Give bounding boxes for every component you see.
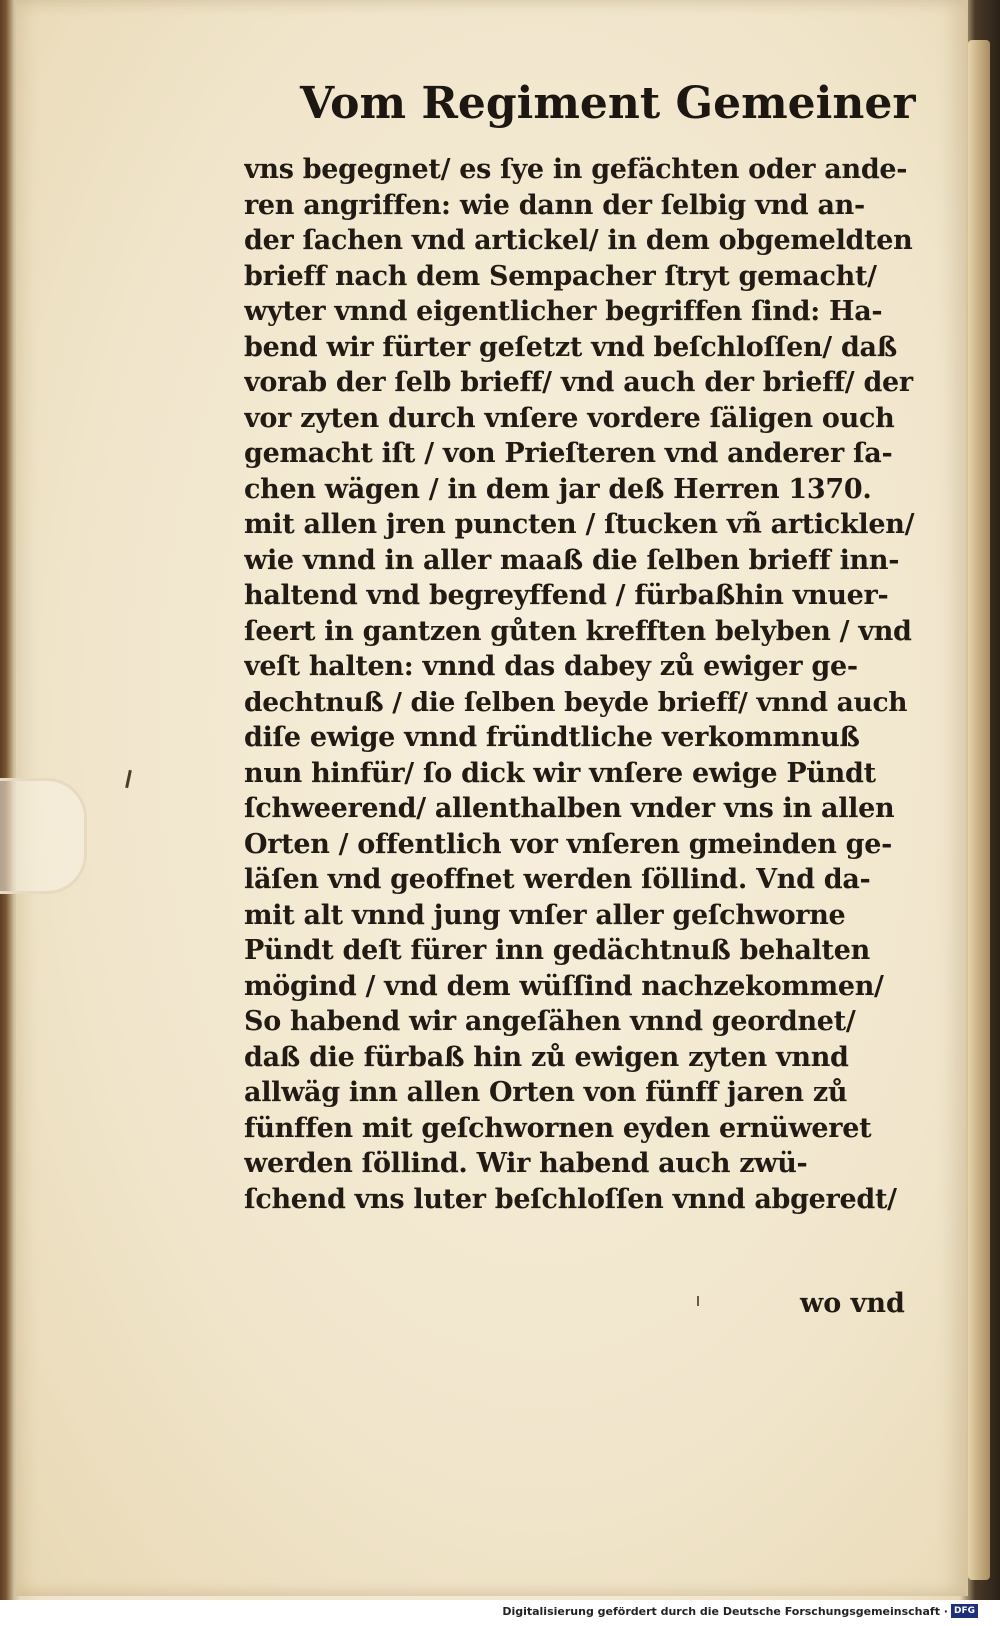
text-line: gemacht iſt / von Prieſteren vnd anderer ſa- (244, 438, 893, 469)
stray-ink-mark (697, 1296, 699, 1306)
text-line: mit allen jren puncten / ſtucken vñ articklen/ (244, 509, 915, 540)
text-line: daß die fürbaß hin zů ewigen zyten vnnd (244, 1041, 849, 1073)
catchword: wo vnd (800, 1288, 905, 1319)
text-line: fünffen mit geſchwornen eyden ernüweret (244, 1112, 872, 1144)
text-line: vorab der ſelb brieff/ vnd auch der brieff/ der (244, 367, 913, 398)
text-line: allwäg inn allen Orten von fünff jaren zů (244, 1077, 848, 1108)
text-line: nun hinfür/ ſo dick wir vnſere ewige Pündt (244, 757, 876, 789)
dfg-logo: DFG (951, 1604, 978, 1618)
funding-credit-text: Digitalisierung gefördert durch die Deutsche Forschungsgemeinschaft · (502, 1604, 948, 1618)
funding-credit (502, 1604, 978, 1618)
text-line: ſchend vns luter beſchloſſen vnnd abgeredt/ (244, 1183, 897, 1215)
text-line: veſt halten: vnnd das dabey zů ewiger ge- (244, 651, 858, 682)
text-line: werden ſöllind. Wir habend auch zwü- (244, 1148, 808, 1179)
body-text (244, 152, 919, 1217)
text-line: wyter vnnd eigentlicher begriffen ſind: Ha- (244, 296, 883, 327)
text-line: Orten / offentlich vor vnſeren gmeinden ge- (244, 828, 893, 860)
text-line: vns begegnet/ es ſye in gefächten oder ande- (244, 154, 908, 185)
text-line: mögind / vnd dem wüſſind nachzekommen/ (244, 970, 884, 1002)
text-line: ſeert in gantzen gůten krefften belyben / vnd (244, 615, 912, 647)
page-tab-impression (0, 778, 87, 894)
text-line: der ſachen vnd artickel/ in dem obgemeldten (244, 225, 913, 256)
text-line: dechtnuß / die ſelben beyde brieff/ vnnd auch (244, 686, 908, 718)
page-edge-stack (968, 40, 990, 1580)
running-header: Vom Regiment Gemeiner (300, 78, 916, 129)
text-line: ſchweerend/ allenthalben vnder vns in allen (244, 793, 895, 824)
text-line: ren angriffen: wie dann der ſelbig vnd an- (244, 189, 865, 221)
text-line: diſe ewige vnnd fründtliche verkommnuß (244, 722, 860, 753)
text-line: chen wägen / in dem jar deß Herren 1370. (244, 473, 872, 505)
text-line: läſen vnd geoffnet werden ſöllind. Vnd da- (244, 864, 871, 895)
text-line: bend wir fürter geſetzt vnd beſchloſſen/ daß (244, 331, 897, 363)
text-line: So habend wir angeſähen vnnd geordnet/ (244, 1006, 856, 1037)
text-line: wie vnnd in aller maaß die ſelben brieff inn- (244, 544, 900, 576)
text-line: Pündt deſt fürer inn gedächtnuß behalten (244, 935, 870, 966)
text-line: mit alt vnnd jung vnſer aller geſchworne (244, 899, 846, 931)
text-line: brieff nach dem Sempacher ſtryt gemacht/ (244, 260, 877, 292)
text-line: vor zyten durch vnſere vordere ſäligen ouch (244, 402, 895, 434)
text-line: haltend vnd begreyffend / fürbaßhin vnuer- (244, 580, 889, 611)
